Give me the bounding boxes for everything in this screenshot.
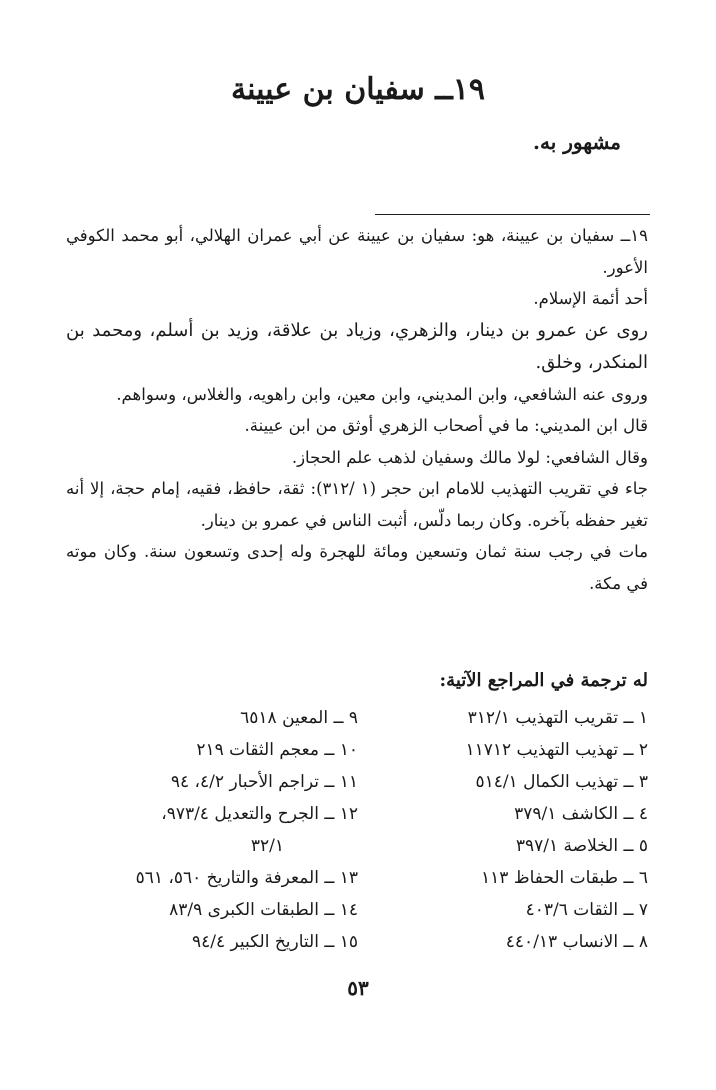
footnotes-block: [66, 220, 648, 599]
reference-item: ١٠ ــ معجم الثقات ٢١٩: [196, 740, 358, 760]
references-column-left: [58, 702, 358, 958]
reference-item: ١٤ ــ الطبقات الكبرى ٨٣/٩: [169, 900, 358, 920]
page-number: ٥٣: [347, 976, 369, 1000]
footnote-paragraph: روى عن عمرو بن دينار، والزهري، وزياد بن علاقة، وزيد بن أسلم، ومحمد بن المنكدر، وخلق.: [66, 319, 648, 373]
reference-item: ١٢ ــ الجرح والتعديل ٩٧٣/٤،: [161, 804, 358, 824]
footnote-paragraph: أحد أئمة الإسلام.: [533, 289, 648, 308]
reference-item: ٩ ــ المعين ٦٥١٨: [240, 708, 358, 728]
references-heading: له ترجمة في المراجع الآتية:: [439, 670, 648, 691]
reference-item: ٦ ــ طبقات الحفاظ ١١٣: [481, 868, 648, 888]
reference-item: ١ ــ تقريب التهذيب ٣١٢/١: [467, 708, 648, 728]
reference-item: ٤ ــ الكاشف ٣٧٩/١: [514, 804, 648, 824]
entry-title: ١٩ــ سفيان بن عيينة: [230, 72, 485, 107]
footnote-paragraph: جاء في تقريب التهذيب للامام ابن حجر (١ /٣١٢): ثقة، حافظ، فقيه، إمام حجة، إلا أنه تغير حفظه بآخره. وكان ربما دلّس، أثبت الناس في عمرو بن دينار.: [66, 479, 648, 530]
footnote-paragraph: قال ابن المديني: ما في أصحاب الزهري أوثق من ابن عيينة.: [244, 416, 648, 435]
reference-item: ٧ ــ الثقات ٤٠٣/٦: [525, 900, 648, 920]
reference-item-continuation: ٣٢/١: [250, 836, 284, 856]
footnote-paragraph: ١٩ــ سفيان بن عيينة، هو: سفيان بن عيينة عن أبي عمران الهلالي، أبو محمد الكوفي الأعور.: [66, 226, 648, 277]
reference-item: ١١ ــ تراجم الأحبار ٤/٢، ٩٤: [170, 772, 358, 792]
reference-item: ١٥ ــ التاريخ الكبير ٩٤/٤: [191, 932, 358, 952]
footnote-separator: [375, 214, 650, 215]
entry-intro: مشهور به.: [533, 130, 621, 154]
reference-item: ٣ ــ تهذيب الكمال ٥١٤/١: [475, 772, 648, 792]
footnote-paragraph: وقال الشافعي: لولا مالك وسفيان لذهب علم الحجاز.: [291, 447, 648, 467]
reference-item: ٥ ــ الخلاصة ٣٩٧/١: [515, 836, 648, 856]
reference-item: ١٣ ــ المعرفة والتاريخ ٥٦٠، ٥٦١: [135, 868, 358, 888]
reference-item: ٨ ــ الانساب ٤٤٠/١٣: [505, 932, 648, 952]
footnote-paragraph: مات في رجب سنة ثمان وتسعين ومائة للهجرة وله إحدى وتسعون سنة. وكان موته في مكة.: [66, 542, 648, 593]
references-column-right: [403, 702, 648, 958]
reference-item: ٢ ــ تهذيب التهذيب ١١٧١٢: [465, 740, 648, 760]
footnote-paragraph: وروى عنه الشافعي، وابن المديني، وابن معين، وابن راهويه، والغلاس، وسواهم.: [116, 384, 648, 404]
